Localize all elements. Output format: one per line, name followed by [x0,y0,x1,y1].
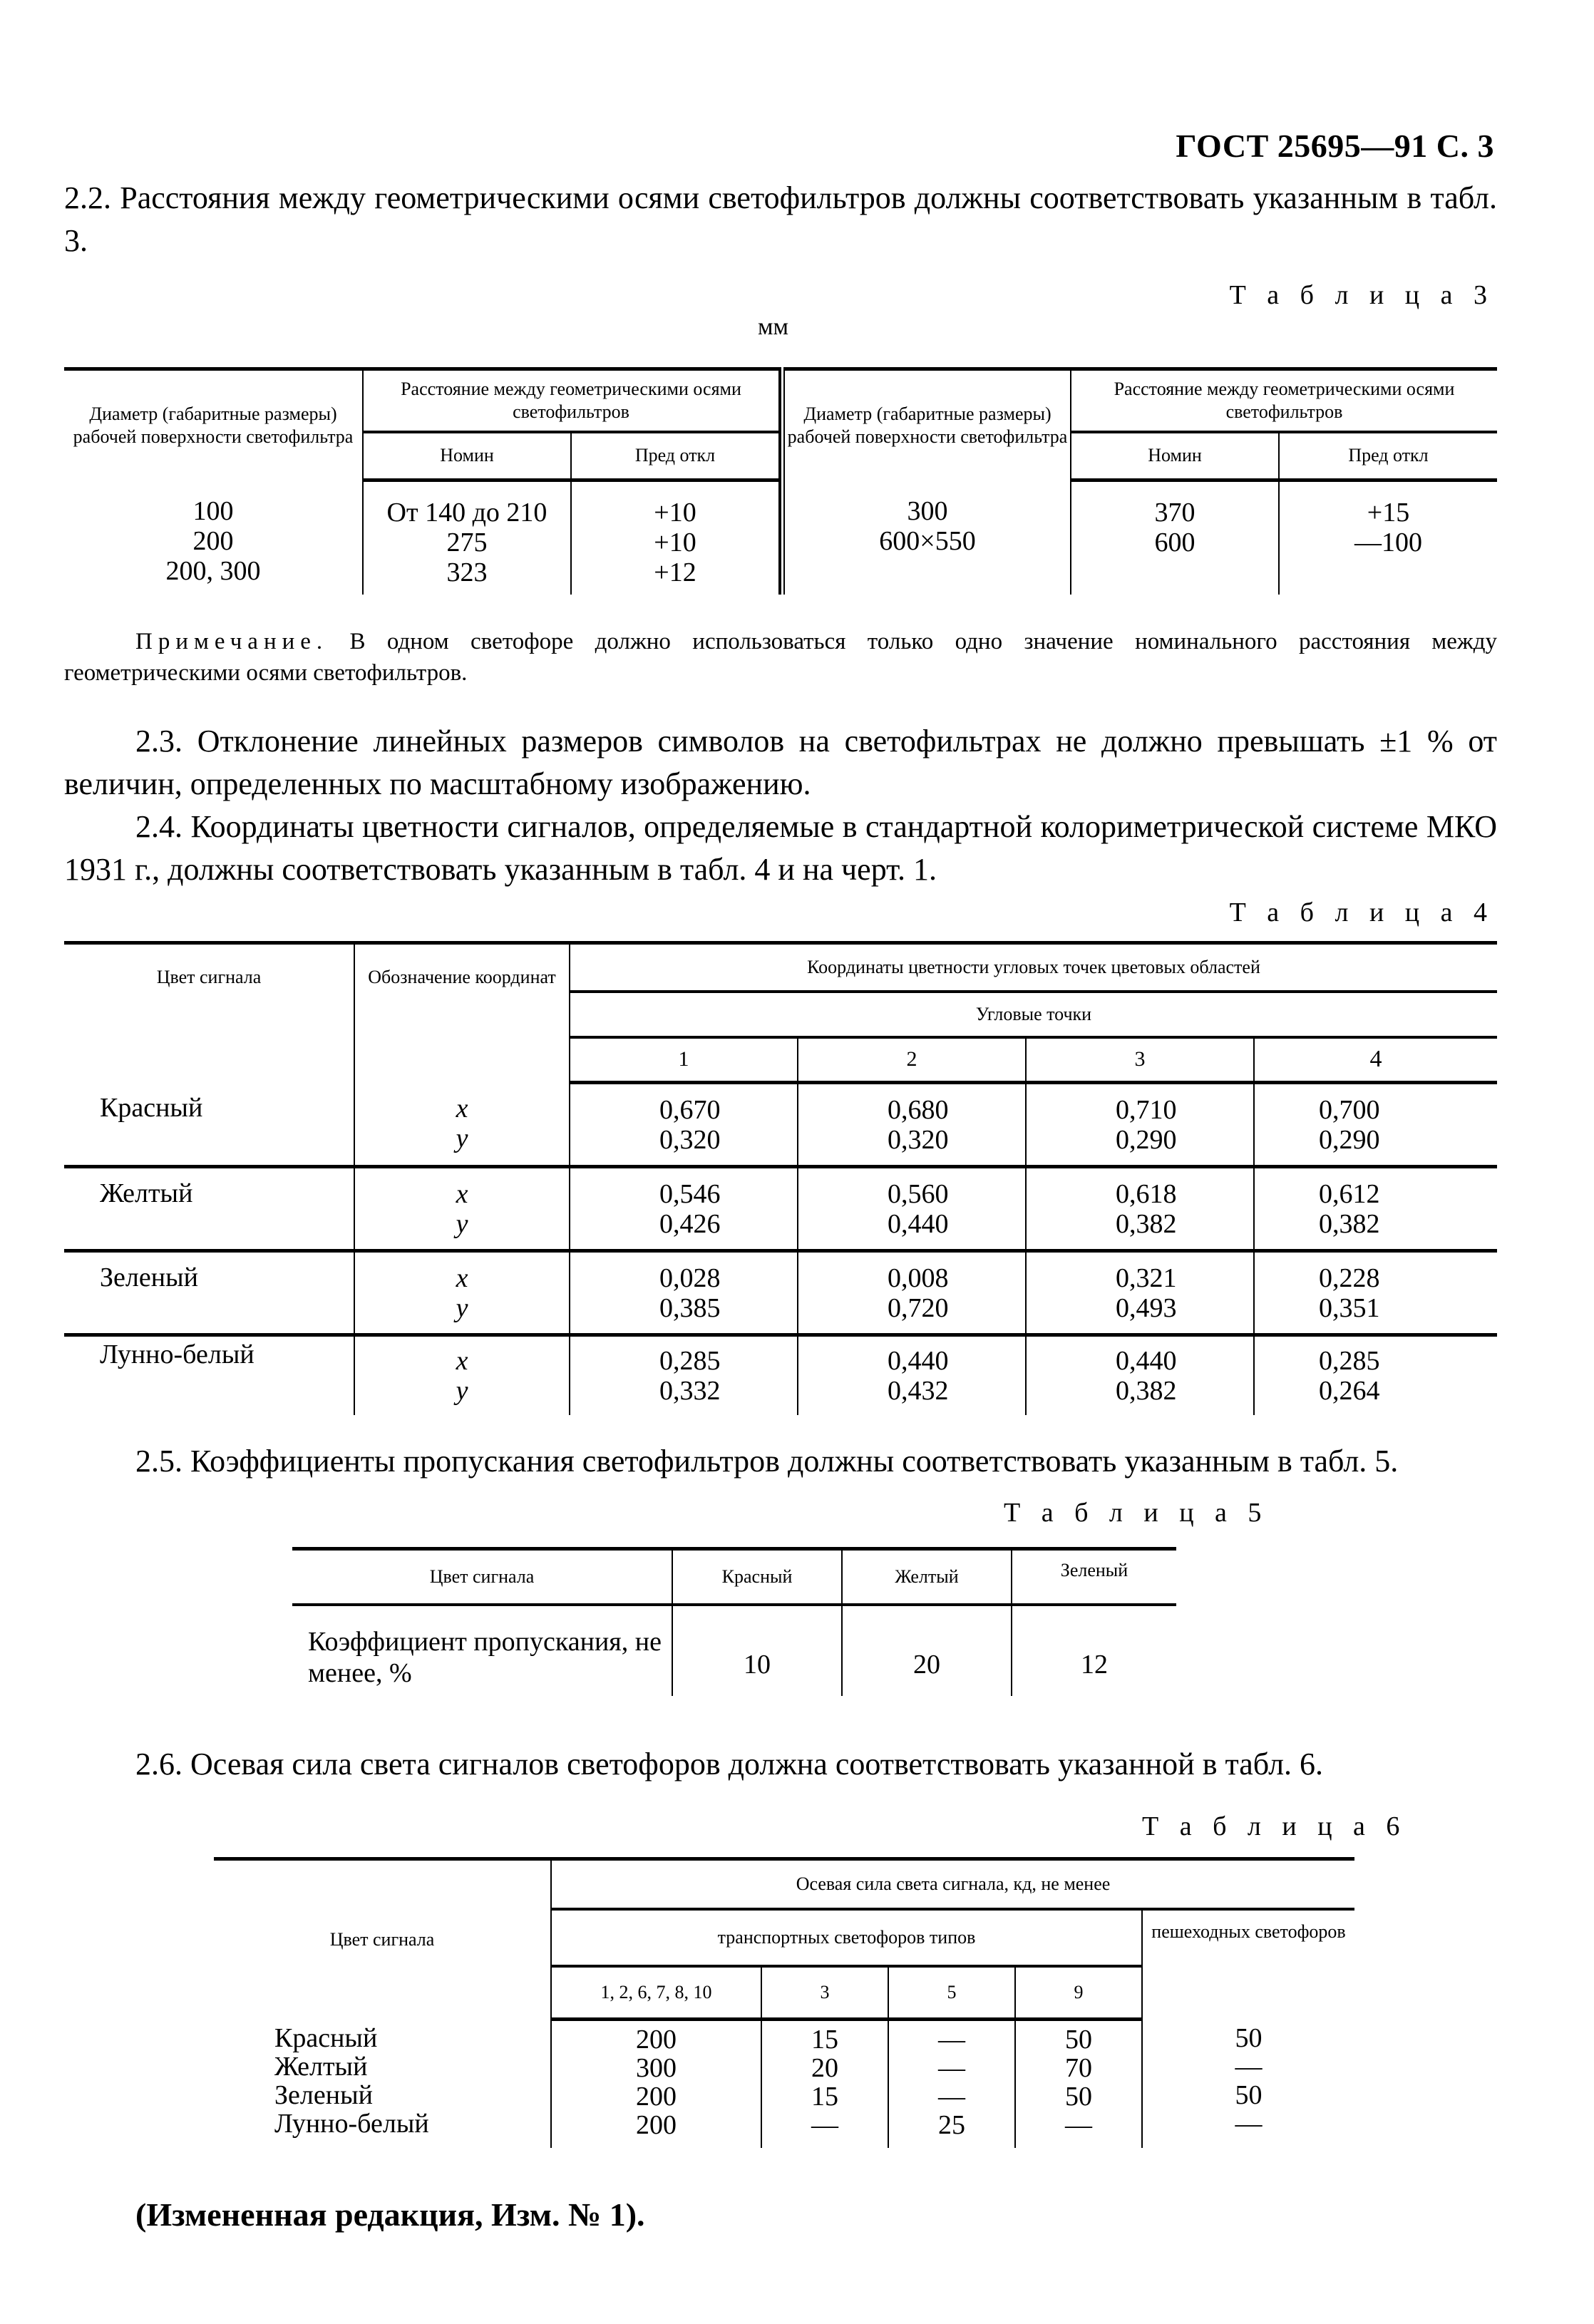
x-value: 0,670 [659,1094,721,1125]
y-value: 0,432 [888,1375,949,1406]
table6-col-pedestrian [1142,2020,1354,2148]
x-value: 0,228 [1319,1263,1380,1293]
y-value: 0,320 [888,1124,949,1155]
table6-color: Красный [274,2022,378,2053]
table4-point-3: 3 [1026,1037,1254,1083]
table4-cell [1026,1335,1254,1415]
x-value: 0,710 [1116,1094,1177,1125]
table4-cell [1254,1083,1497,1167]
table-5 [292,1547,1176,1696]
table3-value: +12 [654,557,696,587]
x-value: 0,700 [1319,1094,1380,1125]
table5-caption: Т а б л и ц а 5 [1004,1498,1269,1528]
y-value: 0,320 [659,1124,721,1155]
revision-note: (Измененная редакция, Изм. № 1). [135,2196,645,2233]
table3-cell-nominal-left [363,480,571,595]
table4-coord-labels [354,1335,570,1415]
table3-header-deviation-right: Пред откл [1279,432,1497,480]
table4-cell [1254,1335,1497,1415]
table5-header-color: Цвет сигнала [292,1549,672,1605]
y-value: 0,385 [659,1292,721,1323]
table6-value: 50 [1065,2025,1092,2055]
table4-point-2: 2 [798,1037,1026,1083]
table4-cell [570,1167,798,1251]
table-6 [214,1857,1354,2148]
table3-value: —100 [1354,528,1422,557]
table6-value: 50 [1235,2022,1263,2053]
table6-col-type-3 [761,2020,888,2148]
y-value: 0,440 [888,1208,949,1239]
table4-cell [798,1167,1026,1251]
table6-color: Желтый [274,2051,368,2082]
table4-point-1: 1 [570,1037,798,1083]
table6-value: 25 [938,2110,965,2140]
paragraph-2-3: 2.3. Отклонение линейных размеров символов на светофильтрах не должно превышать ±1 % от величин, определенных по масштабному изображению. [64,724,1497,801]
table4-header-corner: Угловые точки [570,992,1497,1037]
table6-value: — [938,2053,965,2083]
table3-note [64,626,1497,689]
page-header: ГОСТ 25695—91 С. 3 [1176,128,1494,164]
table4-color: Лунно-белый [64,1335,354,1415]
table4-row [64,1335,1497,1415]
y-value: 0,382 [1116,1375,1177,1406]
x-value: 0,285 [1319,1345,1380,1376]
note-text: В одном светофоре должно использоваться только одно значение номинального расстояния между геометрическими осями светофильтров. [64,629,1497,686]
y-value: 0,290 [1319,1124,1380,1155]
x-value: 0,285 [659,1345,721,1376]
table3-header-distance-right: Расстояние между геометрическими осями светофильтров [1114,378,1455,422]
table-4 [64,941,1497,1415]
table6-value: 200 [636,2110,677,2140]
table-3 [64,367,1497,595]
table6-header-transport: транспортных светофоров типов [551,1909,1142,1966]
table5-value-yellow: 20 [842,1605,1012,1696]
table3-value: +15 [1367,498,1410,528]
table3-cell-diameter-left [64,480,363,595]
table3-cell-deviation-right [1279,480,1497,595]
table3-value: 300 [907,495,948,526]
y-value: 0,426 [659,1208,721,1239]
table6-value: 20 [811,2053,838,2083]
table3-value: +10 [654,528,696,557]
table6-type-3: 3 [761,1966,888,2020]
y-value: 0,264 [1319,1375,1380,1406]
x-value: 0,618 [1116,1178,1177,1209]
x-value: 0,440 [1116,1345,1177,1376]
note-label: Примечание. [135,629,329,654]
table6-header-color: Цвет сигнала [214,1859,551,2020]
y-label: y [456,1208,468,1239]
table5-header-red: Красный [672,1549,842,1605]
table3-header-nominal-right: Номин [1071,432,1279,480]
paragraph-2-6: 2.6. Осевая сила света сигналов светофоров должна соответствовать указанной в табл. 6. [135,1747,1324,1781]
x-label: x [456,1094,468,1124]
x-label: x [456,1263,468,1293]
table6-value: 300 [636,2053,677,2083]
table3-value: 100 [192,495,234,526]
table6-col-types-1 [551,2020,761,2148]
table6-colors [214,2020,551,2148]
table6-header-intensity: Осевая сила света сигнала, кд, не менее [551,1859,1354,1909]
table3-value: 200 [192,525,234,556]
table4-header-coord: Обозначение координат [354,943,570,1083]
table6-color: Лунно-белый [274,2108,429,2139]
table4-header-chroma: Координаты цветности угловых точек цветовых областей [570,943,1497,992]
table4-row [64,1083,1497,1167]
table4-cell [798,1083,1026,1167]
y-value: 0,382 [1319,1208,1380,1239]
table3-value: 200, 300 [165,555,261,586]
table4-header-color: Цвет сигнала [64,943,354,1083]
table4-coord-labels [354,1251,570,1335]
table5-value-green: 12 [1081,1649,1108,1680]
x-value: 0,008 [888,1263,949,1293]
table4-coord-labels [354,1083,570,1167]
table4-cell [1026,1251,1254,1335]
table4-cell [798,1335,1026,1415]
table4-color: Зеленый [64,1251,354,1335]
x-value: 0,546 [659,1178,721,1209]
table3-cell-diameter-right [783,480,1071,595]
table6-value: — [1065,2110,1092,2140]
y-label: y [456,1375,468,1406]
table5-header-green: Зеленый [1012,1549,1176,1605]
table6-value: — [938,2082,965,2112]
x-value: 0,321 [1116,1263,1177,1293]
table4-cell [570,1083,798,1167]
table4-color: Красный [64,1083,354,1167]
y-value: 0,493 [1116,1292,1177,1323]
table3-value: От 140 до 210 [386,498,547,528]
table4-cell [570,1335,798,1415]
table3-value: +10 [654,498,696,528]
table5-row-label: Коэффициент пропускания, не менее, % [292,1605,672,1696]
table3-header-diameter-left: Диаметр (габаритные размеры) рабочей поверхности светофильтра [64,369,363,480]
table6-value: 50 [1235,2079,1263,2110]
x-value: 0,560 [888,1178,949,1209]
y-value: 0,351 [1319,1292,1380,1323]
table4-cell [1026,1083,1254,1167]
table4-cell [1254,1251,1497,1335]
table6-value: 200 [636,2025,677,2055]
table4-row [64,1167,1497,1251]
table4-point-4: 4 [1254,1037,1497,1083]
x-value: 0,680 [888,1094,949,1125]
y-value: 0,332 [659,1375,721,1406]
table6-value: 15 [811,2025,838,2055]
table4-cell [1026,1167,1254,1251]
table6-type-5: 5 [888,1966,1015,2020]
table6-value: — [811,2110,838,2140]
x-label: x [456,1178,468,1209]
table4-cell [570,1251,798,1335]
table3-value: 370 [1154,498,1196,528]
table4-caption: Т а б л и ц а 4 [1229,898,1494,927]
table6-color: Зеленый [274,2079,373,2110]
table6-value: — [1235,2051,1263,2082]
paragraph-2-4: 2.4. Координаты цветности сигналов, определяемые в стандартной колориметрической системе МКО 1931 г., должны соответствовать указанным в табл. 4 и на черт. 1. [64,809,1497,887]
table6-value: — [1235,2108,1263,2139]
table6-value: 15 [811,2082,838,2112]
table3-value: 275 [446,528,488,557]
table4-color: Желтый [64,1167,354,1251]
table4-row [64,1251,1497,1335]
table3-cell-nominal-right [1071,480,1279,595]
table6-value: 70 [1065,2053,1092,2083]
table4-coord-labels [354,1167,570,1251]
table6-type-1: 1, 2, 6, 7, 8, 10 [551,1966,761,2020]
table3-value: 600×550 [879,525,976,556]
x-value: 0,028 [659,1263,721,1293]
table3-cell-deviation-left [571,480,779,595]
x-value: 0,612 [1319,1178,1380,1209]
table3-unit: мм [758,314,789,340]
table5-header-yellow: Желтый [842,1549,1012,1605]
y-value: 0,290 [1116,1124,1177,1155]
x-value: 0,440 [888,1345,949,1376]
table5-value-red: 10 [672,1605,842,1696]
y-value: 0,720 [888,1292,949,1323]
paragraph-2-5: 2.5. Коэффициенты пропускания светофильтров должны соответствовать указанным в табл. 5. [135,1444,1399,1479]
table3-header-nominal-left: Номин [363,432,571,480]
table3-header-diameter-right: Диаметр (габаритные размеры) рабочей поверхности светофильтра [783,369,1071,480]
table3-header-distance-left: Расстояние между геометрическими осями светофильтров [363,369,779,432]
table6-value: 50 [1065,2082,1092,2112]
y-label: y [456,1124,468,1154]
table6-col-type-9 [1015,2020,1142,2148]
table3-value: 323 [446,557,488,587]
y-label: y [456,1292,468,1323]
table6-value: — [938,2025,965,2055]
table6-header-pedestrian: пешеходных светофоров [1151,1921,1346,1942]
table3-header-deviation-left: Пред откл [571,432,779,480]
table3-caption: Т а б л и ц а 3 [1229,280,1494,310]
table6-col-type-5 [888,2020,1015,2148]
x-label: x [456,1345,468,1376]
table6-caption: Т а б л и ц а 6 [1142,1811,1407,1841]
y-value: 0,382 [1116,1208,1177,1239]
table3-value: 600 [1154,528,1196,557]
paragraph-2-2: 2.2. Расстояния между геометрическими осями светофильтров должны соответствовать указанным в табл. 3. [64,180,1497,258]
table4-cell [1254,1167,1497,1251]
table6-type-9: 9 [1015,1966,1142,2020]
table4-cell [798,1251,1026,1335]
table6-value: 200 [636,2082,677,2112]
